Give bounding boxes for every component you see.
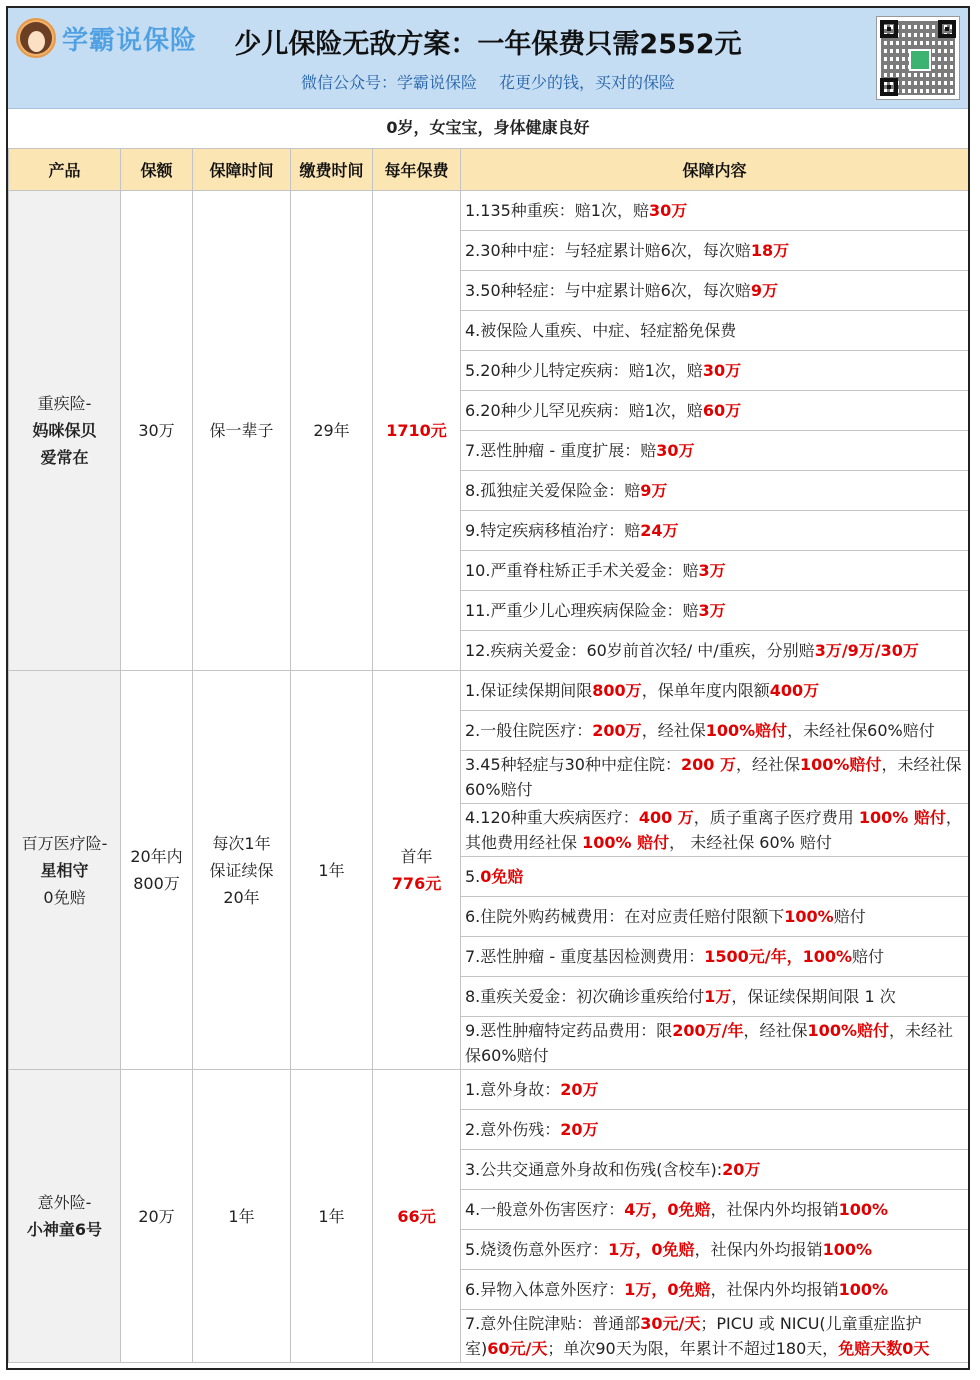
table-header-row: [9, 149, 969, 191]
product-note: 0免赔: [43, 887, 86, 907]
coverage-item: 4.120种重大疾病医疗：400 万，质子重离子医疗费用 100% 赔付，其他费用经社保 100% 赔付， 未经社保 60% 赔付: [461, 804, 969, 857]
slogan: 花更少的钱，买对的保险: [499, 73, 676, 92]
col-header-pay: 缴费时间: [291, 149, 373, 191]
coverage-item: 2.30种中症：与轻症累计赔6次，每次赔18万: [461, 231, 969, 271]
page-title: 少儿保险无敌方案：一年保费只需2552元: [234, 29, 742, 60]
coverage-item: 10.严重脊柱矫正手术关爱金：赔3万: [461, 551, 969, 591]
header-banner: [8, 8, 968, 109]
coverage-item: 4.被保险人重疾、中症、轻症豁免保费: [461, 311, 969, 351]
coverage-item: 1.135种重疾：赔1次，赔30万: [461, 191, 969, 231]
subtitle: [8, 70, 968, 93]
amount-cell: 20年内 800万: [121, 671, 193, 1070]
plan-table: [8, 148, 969, 1363]
insured-condition: 0岁，女宝宝，身体健康良好: [8, 108, 968, 149]
coverage-item: 7.意外住院津贴：普通部30元/天；PICU 或 NICU(儿童重症监护室)60元/天；单次90天为限，年累计不超过180天，免赔天数0天: [461, 1310, 969, 1363]
product-cell: [9, 191, 121, 671]
wechat-account: 微信公众号：学霸说保险: [300, 73, 477, 92]
page-frame: [6, 6, 970, 1370]
coverage-item: 5.20种少儿特定疾病：赔1次，赔30万: [461, 351, 969, 391]
term-cell: 1年: [193, 1070, 291, 1363]
product-name: 星相守: [40, 860, 89, 880]
coverage-item: 8.孤独症关爱保险金：赔9万: [461, 471, 969, 511]
product-type: 百万医疗险-: [21, 833, 108, 853]
coverage-item: 11.严重少儿心理疾病保险金：赔3万: [461, 591, 969, 631]
coverage-item: 9.恶性肿瘤特定药品费用：限200万/年，经社保100%赔付，未经社保60%赔付: [461, 1017, 969, 1070]
product-cell: [9, 671, 121, 1070]
coverage-item: 1.意外身故：20万: [461, 1070, 969, 1110]
pay-cell: 29年: [291, 191, 373, 671]
col-header-premium: 每年保费: [373, 149, 461, 191]
col-header-product: 产品: [9, 149, 121, 191]
coverage-item: 3.公共交通意外身故和伤残(含校车):20万: [461, 1150, 969, 1190]
coverage-item: 12.疾病关爱金：60岁前首次轻/ 中/重疾，分别赔3万/9万/30万: [461, 631, 969, 671]
pay-cell: 1年: [291, 1070, 373, 1363]
coverage-item: 2.一般住院医疗：200万，经社保100%赔付，未经社保60%赔付: [461, 711, 969, 751]
coverage-item: 9.特定疾病移植治疗：赔24万: [461, 511, 969, 551]
product-name: 小神童6号: [26, 1220, 103, 1239]
table-row: [9, 191, 969, 231]
coverage-item: 7.恶性肿瘤 - 重度扩展：赔30万: [461, 431, 969, 471]
coverage-item: 4.一般意外伤害医疗：4万，0免赔，社保内外均报销100%: [461, 1190, 969, 1230]
term-cell: 保一辈子: [193, 191, 291, 671]
coverage-item: 1.保证续保期间限800万，保单年度内限额400万: [461, 671, 969, 711]
col-header-coverage: 保障内容: [461, 149, 969, 191]
coverage-item: 3.45种轻症与30种中症住院：200 万，经社保100%赔付，未经社保60%赔付: [461, 751, 969, 804]
product-type: 意外险-: [37, 1193, 92, 1212]
coverage-item: 6.住院外购药械费用：在对应责任赔付限额下100%赔付: [461, 897, 969, 937]
col-header-term: 保障时间: [193, 149, 291, 191]
table-row: [9, 1070, 969, 1110]
pay-cell: 1年: [291, 671, 373, 1070]
col-header-amount: 保额: [121, 149, 193, 191]
product-cell: [9, 1070, 121, 1363]
amount-cell: 20万: [121, 1070, 193, 1363]
premium-cell: 66元: [373, 1070, 461, 1363]
brand-name: 学霸说保险: [62, 25, 198, 56]
premium-cell: 首年 776元: [373, 671, 461, 1070]
amount-cell: 30万: [121, 191, 193, 671]
product-name-line2: 爱常在: [40, 448, 89, 467]
coverage-item: 2.意外伤残：20万: [461, 1110, 969, 1150]
coverage-item: 5.烧烫伤意外医疗：1万，0免赔，社保内外均报销100%: [461, 1230, 969, 1270]
premium-cell: 1710元: [373, 191, 461, 671]
coverage-item: 8.重疾关爱金：初次确诊重疾给付1万，保证续保期间限 1 次: [461, 977, 969, 1017]
table-row: [9, 671, 969, 711]
coverage-item: 7.恶性肿瘤 - 重度基因检测费用：1500元/年，100%赔付: [461, 937, 969, 977]
coverage-item: 5.0免赔: [461, 857, 969, 897]
qr-code-icon: [876, 16, 960, 100]
product-type: 重疾险-: [37, 394, 92, 413]
coverage-item: 6.异物入体意外医疗：1万，0免赔，社保内外均报销100%: [461, 1270, 969, 1310]
term-cell: 每次1年 保证续保 20年: [193, 671, 291, 1070]
coverage-item: 3.50种轻症：与中症累计赔6次，每次赔9万: [461, 271, 969, 311]
product-name: 妈咪保贝: [32, 421, 97, 440]
coverage-item: 6.20种少儿罕见疾病：赔1次，赔60万: [461, 391, 969, 431]
